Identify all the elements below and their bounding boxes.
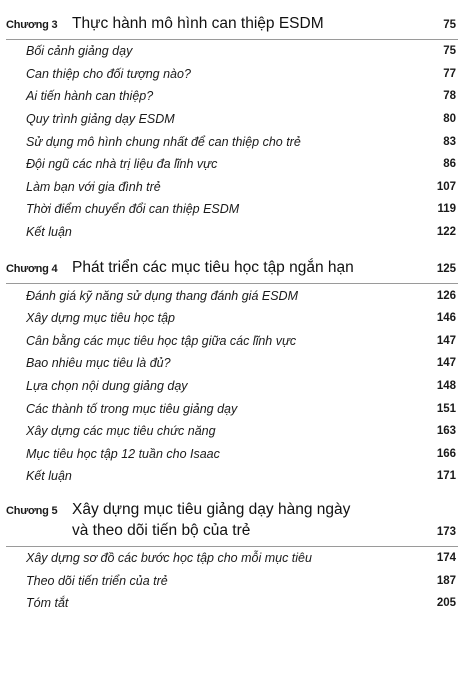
toc-entry-title: Bối cảnh giảng dạy: [26, 44, 133, 59]
toc-entry-title: Đội ngũ các nhà trị liệu đa lĩnh vực: [26, 157, 218, 172]
toc-entry-page-number: 107: [436, 180, 456, 193]
toc-entry-page-number: 126: [436, 289, 456, 302]
toc-entry: [6, 465, 458, 488]
toc-entry: [6, 63, 458, 86]
toc-entry-page-number: 122: [436, 226, 456, 239]
entry-list: [6, 40, 458, 243]
toc-entry-title: Kết luận: [26, 469, 72, 484]
chapter-label: Chương 5: [6, 504, 58, 517]
toc-entry-page-number: 174: [436, 551, 456, 564]
toc-entry: [6, 375, 458, 398]
toc-entry: [6, 198, 458, 221]
toc-entry-title: Các thành tố trong mục tiêu giảng dạy: [26, 401, 238, 416]
toc-entry: [6, 130, 458, 153]
chapter-title: Thực hành mô hình can thiệp ESDM: [72, 15, 324, 32]
toc-entry: [6, 176, 458, 199]
toc-entry-page-number: 78: [443, 90, 456, 103]
table-of-contents: [6, 6, 458, 621]
chapter-4: [6, 250, 458, 487]
toc-entry: [6, 352, 458, 375]
chapter-title: [70, 499, 350, 541]
chapter-5: [6, 495, 458, 615]
toc-entry: [6, 420, 458, 443]
toc-entry-title: Sử dụng mô hình chung nhất để can thiệp cho trẻ: [26, 134, 301, 149]
toc-entry-page-number: 205: [436, 597, 456, 610]
toc-entry-page-number: 148: [436, 380, 456, 393]
toc-entry-page-number: 80: [443, 113, 456, 126]
toc-entry-page-number: 151: [436, 402, 456, 415]
toc-entry-title: Quy trình giảng dạy ESDM: [26, 112, 175, 127]
entry-list: [6, 547, 458, 615]
toc-entry-page-number: 171: [436, 470, 456, 483]
chapter-page-number: 75: [443, 19, 456, 31]
toc-entry: [6, 153, 458, 176]
toc-entry-page-number: 77: [443, 67, 456, 80]
toc-entry: [6, 40, 458, 63]
chapter-header: [6, 495, 458, 541]
toc-entry-title: Xây dựng mục tiêu học tập: [26, 311, 175, 326]
toc-entry-page-number: 166: [436, 447, 456, 460]
toc-entry: [6, 221, 458, 244]
toc-entry-title: Kết luận: [26, 225, 72, 240]
chapter-label: Chương 3: [6, 19, 58, 31]
toc-entry-title: Xây dựng sơ đồ các bước học tập cho mỗi mục tiêu: [26, 550, 312, 565]
toc-entry-page-number: 147: [436, 357, 456, 370]
toc-entry-title: Tóm tắt: [26, 596, 69, 611]
toc-entry-page-number: 119: [437, 203, 456, 216]
chapter-3: [6, 6, 458, 243]
toc-entry-page-number: 147: [436, 334, 456, 347]
toc-entry-title: Đánh giá kỹ năng sử dụng thang đánh giá ESDM: [26, 288, 298, 303]
toc-entry-page-number: 86: [443, 158, 456, 171]
toc-entry-page-number: 83: [443, 135, 456, 148]
toc-entry-title: Cân bằng các mục tiêu học tập giữa các lĩnh vực: [26, 333, 297, 348]
chapter-page-number: 173: [436, 525, 456, 538]
toc-entry-title: Thời điểm chuyển đổi can thiệp ESDM: [26, 202, 240, 217]
toc-entry: [6, 284, 458, 307]
toc-entry-title: Can thiệp cho đối tượng nào?: [26, 66, 191, 81]
chapter-title-line-2: và theo dõi tiến bộ của trẻ: [72, 521, 251, 539]
toc-entry: [6, 547, 458, 570]
entry-list: [6, 284, 458, 487]
toc-entry-title: Xây dựng các mục tiêu chức năng: [26, 424, 216, 439]
chapter-header: [6, 250, 458, 278]
toc-entry: [6, 592, 458, 615]
toc-entry: [6, 85, 458, 108]
toc-entry-title: Ai tiến hành can thiệp?: [26, 89, 154, 104]
toc-entry-title: Theo dõi tiến triển của trẻ: [26, 573, 168, 588]
toc-entry: [6, 330, 458, 353]
toc-entry: [6, 569, 458, 592]
chapter-header: [6, 6, 458, 34]
toc-entry: [6, 397, 458, 420]
toc-entry-title: Mục tiêu học tập 12 tuần cho Isaac: [26, 446, 220, 461]
toc-entry-page-number: 146: [436, 312, 456, 325]
toc-entry-title: Lựa chọn nội dung giảng dạy: [26, 379, 188, 394]
toc-entry: [6, 307, 458, 330]
toc-entry: [6, 443, 458, 466]
toc-entry: [6, 108, 458, 131]
chapter-label: Chương 4: [6, 263, 58, 276]
toc-entry-page-number: 75: [443, 45, 456, 58]
toc-entry-page-number: 163: [436, 425, 456, 438]
toc-entry-page-number: 187: [436, 574, 456, 587]
chapter-page-number: 125: [436, 263, 456, 276]
chapter-title-line-1: Xây dựng mục tiêu giảng dạy hàng ngày: [72, 500, 351, 518]
toc-entry-title: Làm bạn với gia đình trẻ: [26, 179, 161, 194]
chapter-title: Phát triển các mục tiêu học tập ngắn hạn: [72, 259, 354, 277]
toc-entry-title: Bao nhiêu mục tiêu là đủ?: [26, 356, 171, 371]
